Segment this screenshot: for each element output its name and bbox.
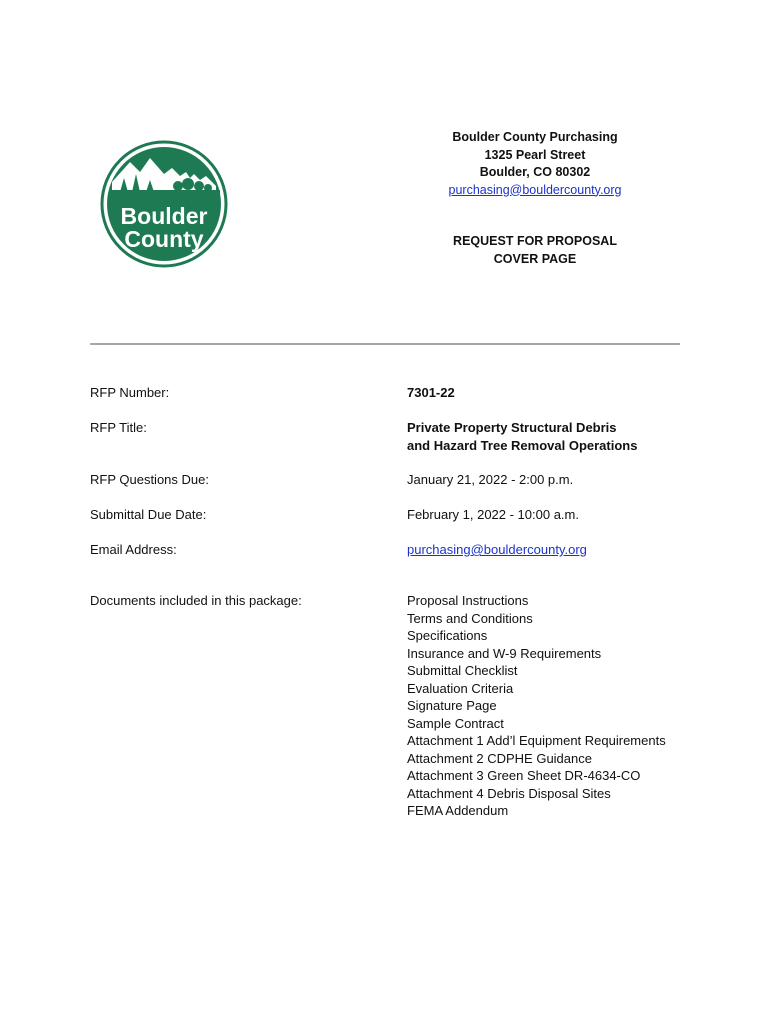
document-title-line2: COVER PAGE [493,251,577,266]
document-list-item: Sample Contract [407,715,504,731]
logo-line1: Boulder [120,203,208,229]
office-name: Boulder County Purchasing [452,130,618,144]
document-list-item: Proposal Instructions [407,593,529,608]
rfp-number-label: RFP Number: [90,385,170,400]
document-list-item: Insurance and W-9 Requirements [407,645,602,661]
document-title [420,233,650,268]
rfp-title-label: RFP Title: [90,420,147,435]
submittal-due-value: February 1, 2022 - 10:00 a.m. [407,507,579,522]
document-list-item: Terms and Conditions [407,610,533,626]
documents-list [407,592,697,820]
document-list-item: Specifications [407,628,488,643]
document-list-item: Attachment 3 Green Sheet DR-4634-CO [407,768,641,783]
document-list-item: Attachment 2 CDPHE Guidance [407,750,592,766]
logo-line2: County [124,226,204,252]
document-title-line1: REQUEST FOR PROPOSAL [453,234,617,248]
office-city: Boulder, CO 80302 [479,165,591,179]
documents-label: Documents included in this package: [90,593,302,608]
office-street: 1325 Pearl Street [484,147,586,162]
boulder-county-logo [90,130,238,278]
questions-due-value: January 21, 2022 - 2:00 p.m. [407,472,574,487]
office-email-link[interactable]: purchasing@bouldercounty.org [448,182,622,197]
document-list-item: FEMA Addendum [407,803,509,818]
logo-seal-icon [90,130,238,278]
rfp-title-value-line2: and Hazard Tree Removal Operations [407,437,638,453]
header-divider [90,343,680,345]
document-list-item: Attachment 4 Debris Disposal Sites [407,785,611,801]
document-list-item: Attachment 1 Add’l Equipment Requirements [407,733,666,748]
submittal-due-label: Submittal Due Date: [90,507,207,522]
document-list-item: Signature Page [407,698,497,713]
rfp-title-value-line1: Private Property Structural Debris [407,420,617,435]
document-list-item: Submittal Checklist [407,663,518,678]
email-link[interactable]: purchasing@bouldercounty.org [407,542,587,557]
questions-due-label: RFP Questions Due: [90,472,209,487]
email-label: Email Address: [90,542,177,557]
rfp-title-value [407,419,697,454]
document-list-item: Evaluation Criteria [407,680,514,696]
documents-list-container [407,592,697,820]
rfp-number-value: 7301-22 [407,385,455,400]
purchasing-address-block [420,129,650,199]
